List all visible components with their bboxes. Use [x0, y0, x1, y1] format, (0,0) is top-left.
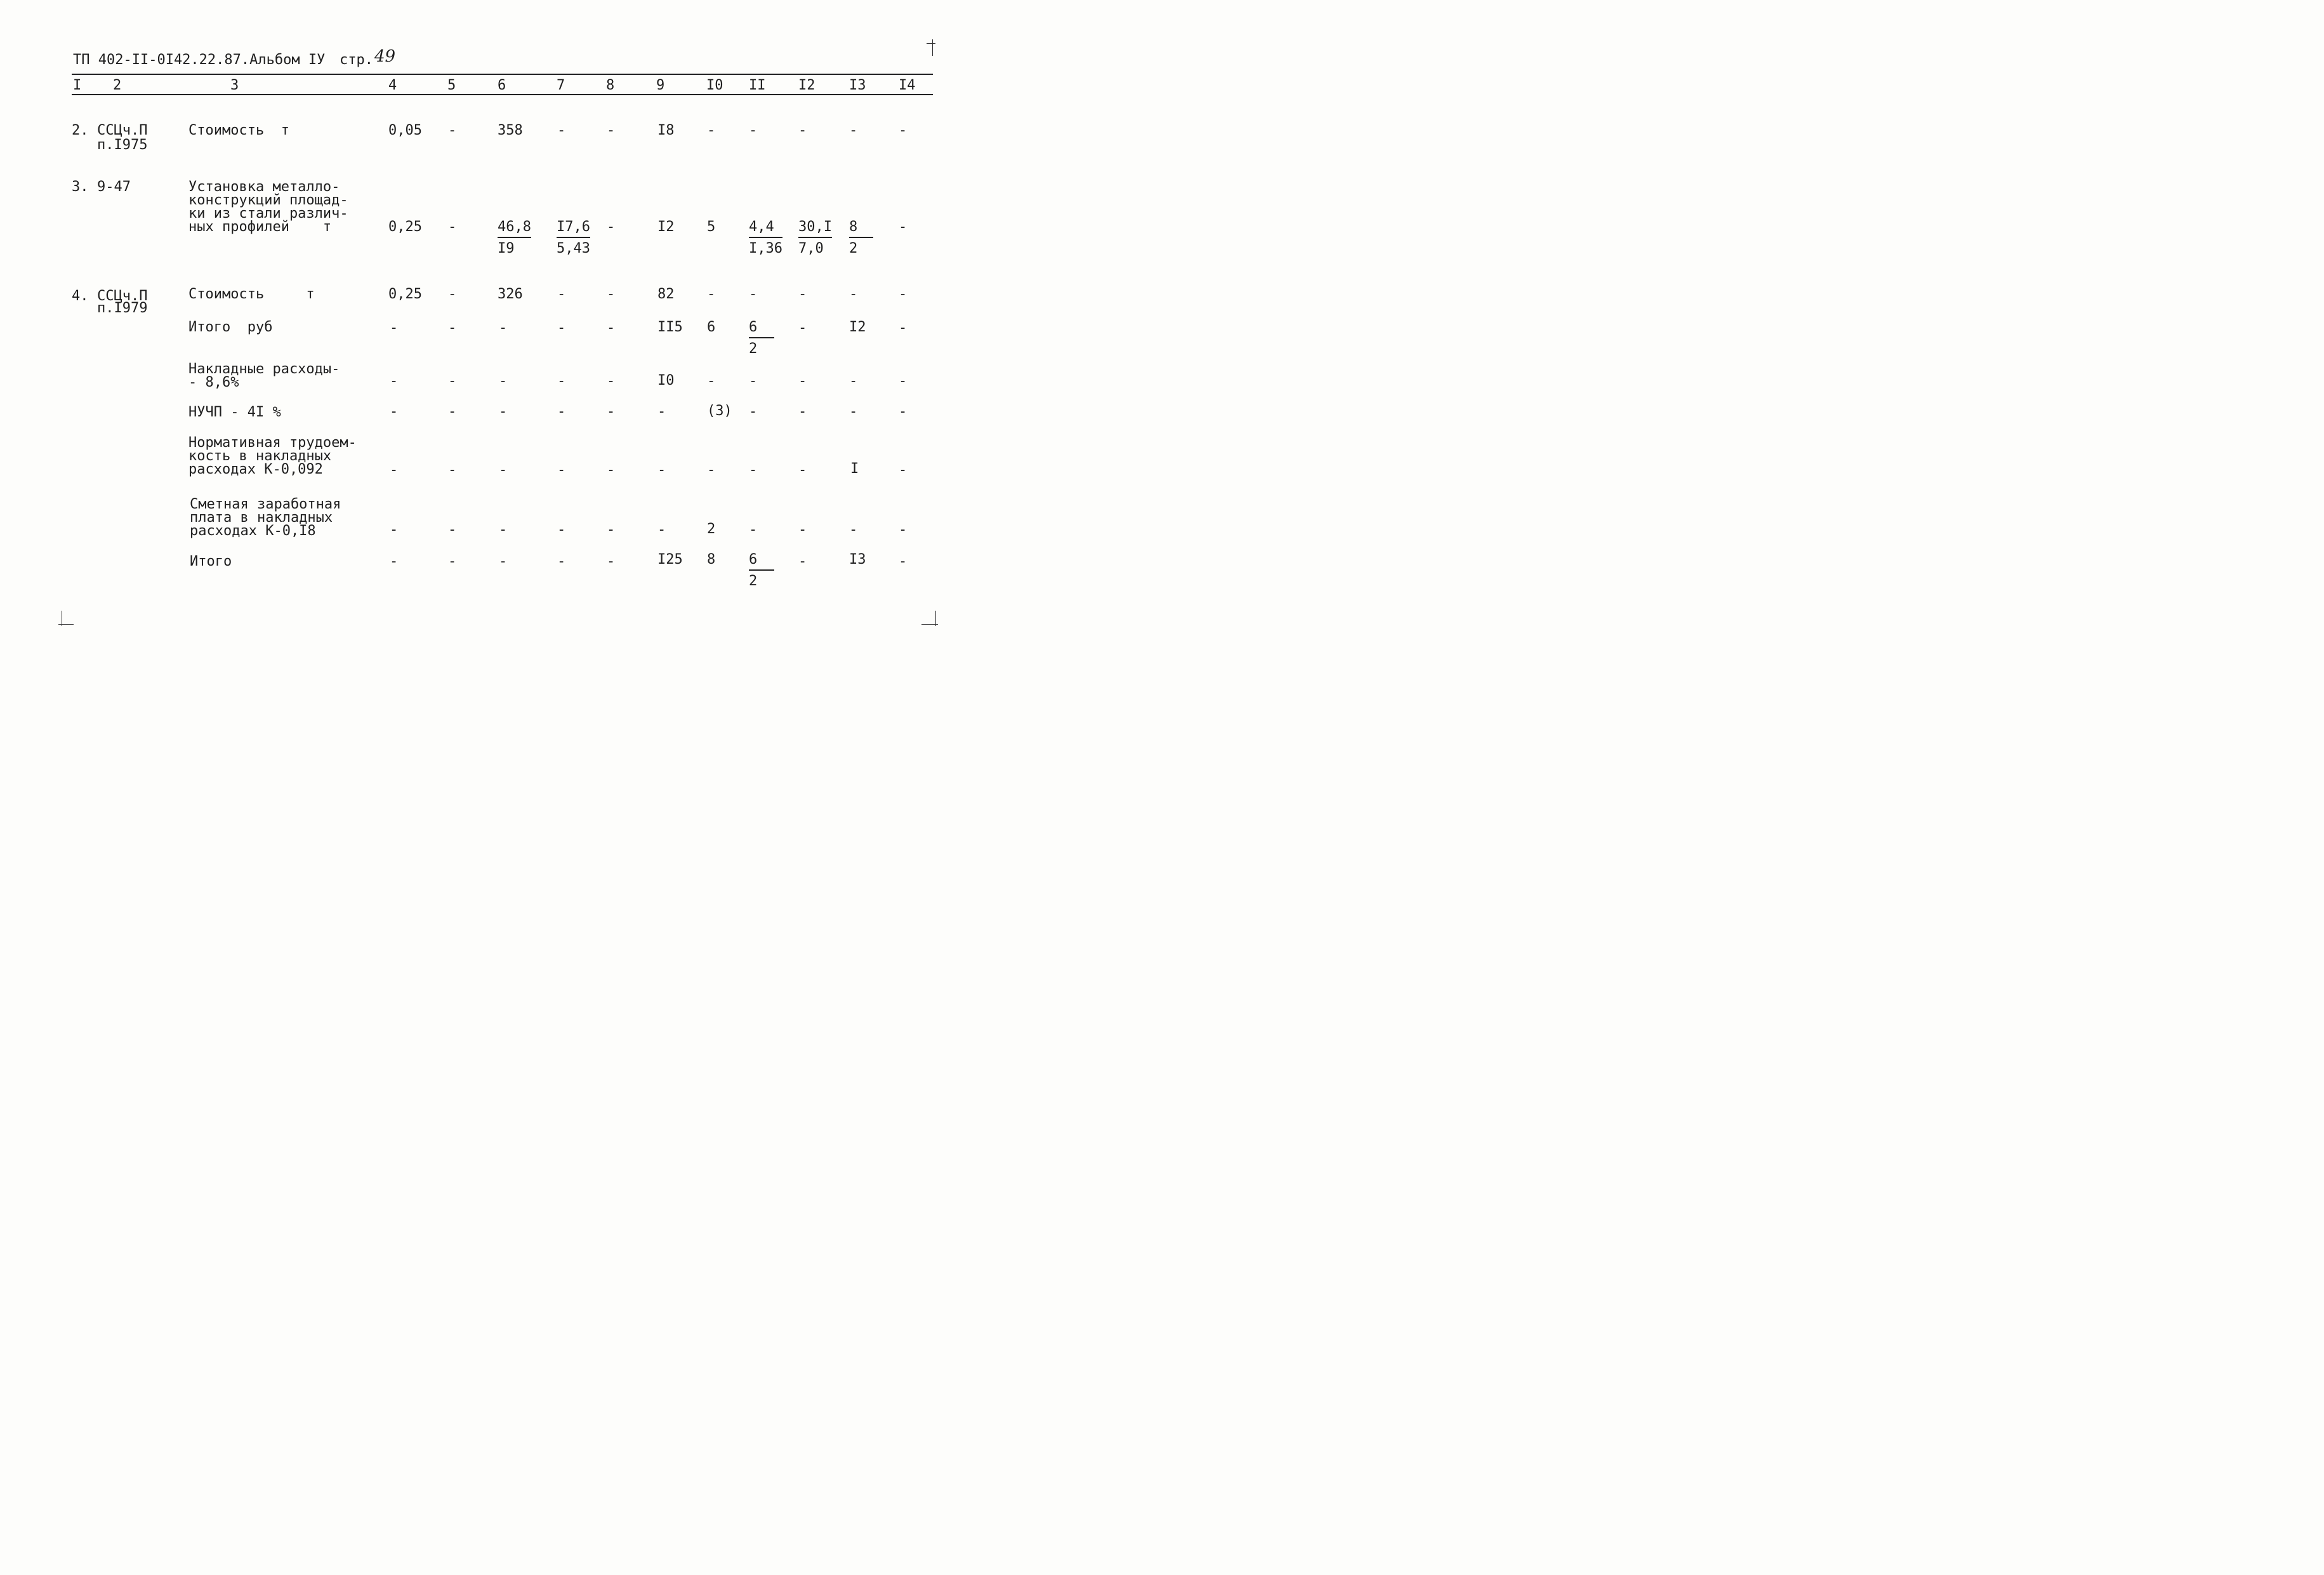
row-code-line2: п.I975 — [97, 137, 148, 153]
cell-col12: - — [798, 373, 807, 389]
cell-col14: - — [899, 286, 908, 302]
fraction-numerator: 30,I — [798, 220, 832, 238]
cell-col6: - — [499, 320, 508, 336]
cell-col6-fraction — [498, 220, 531, 256]
cell-col13: - — [849, 123, 858, 138]
col-header-13: I3 — [849, 77, 866, 93]
col-header-11: II — [749, 77, 766, 93]
fraction-numerator: 4,4 — [749, 220, 782, 238]
cell-col4: - — [390, 404, 399, 420]
cell-col4: - — [390, 522, 399, 538]
cell-col14: - — [899, 554, 908, 569]
cell-col4: - — [390, 373, 399, 389]
cell-col9: - — [657, 462, 666, 478]
cell-col7: - — [557, 522, 566, 538]
cell-col14: - — [899, 123, 908, 138]
cell-col8: - — [607, 554, 616, 569]
col-header-14: I4 — [899, 77, 916, 93]
fraction-denominator: 5,43 — [557, 241, 590, 256]
row-number: 2. — [72, 123, 89, 138]
fraction-denominator: 7,0 — [798, 241, 824, 256]
cell-col8: - — [607, 462, 616, 478]
col-header-9: 9 — [656, 77, 665, 93]
cell-col7: - — [557, 123, 566, 138]
cell-col7: - — [557, 373, 566, 389]
fraction-numerator: 8 — [849, 220, 873, 238]
cell-col12: - — [798, 320, 807, 336]
page-label: стр. — [340, 52, 373, 68]
cell-col5: - — [448, 320, 457, 336]
cell-col6: - — [499, 554, 508, 569]
col-header-12: I2 — [798, 77, 815, 93]
cell-col14: - — [899, 462, 908, 478]
cell-col9: I8 — [657, 123, 675, 138]
cell-col6: 358 — [498, 123, 523, 138]
cell-col12-fraction — [798, 220, 832, 256]
cell-col7: - — [557, 404, 566, 420]
cell-col11: - — [749, 373, 758, 389]
row-description: Накладные расходы- - 8,6% — [188, 361, 340, 390]
cell-col13: I3 — [849, 552, 866, 568]
cell-col5: - — [448, 522, 457, 538]
cell-col5: - — [448, 123, 457, 138]
cell-col5: - — [448, 404, 457, 420]
cell-col14: - — [899, 373, 908, 389]
col-header-5: 5 — [447, 77, 456, 93]
cell-col13: - — [849, 286, 858, 302]
row-code: 9-47 — [97, 179, 131, 195]
cell-col10: - — [707, 286, 716, 302]
fraction-numerator: 6 — [749, 553, 774, 571]
cell-col8: - — [607, 219, 616, 235]
col-header-6: 6 — [498, 77, 506, 93]
cell-col12: - — [798, 286, 807, 302]
cell-col5: - — [448, 373, 457, 389]
cell-col10: 8 — [707, 552, 716, 568]
cell-col9: I0 — [657, 373, 675, 389]
cell-col11: - — [749, 462, 758, 478]
cell-col5: - — [448, 462, 457, 478]
cell-col9: - — [657, 522, 666, 538]
cell-col11: - — [749, 404, 758, 420]
cell-col7: - — [557, 462, 566, 478]
cell-col11-fraction — [749, 220, 782, 256]
cell-col4: 0,25 — [388, 219, 422, 235]
header-top-rule — [72, 74, 933, 75]
cell-col4: 0,05 — [388, 123, 422, 138]
row-description: НУЧП - 4I % — [188, 404, 281, 420]
cell-col8: - — [607, 286, 616, 302]
cell-col11-fraction — [749, 553, 774, 588]
cell-col12: - — [798, 462, 807, 478]
cell-col12: - — [798, 522, 807, 538]
cell-col10: 6 — [707, 319, 716, 335]
crop-mark-bottom-left-horizontal — [58, 624, 74, 625]
fraction-denominator: 2 — [749, 573, 758, 589]
cell-col10: 2 — [707, 521, 716, 537]
col-header-7: 7 — [557, 77, 565, 93]
document-code: ТП 402-II-0I42.22.87.Альбом IУ — [73, 52, 326, 68]
fraction-numerator: 6 — [749, 321, 774, 338]
cell-col13: I — [850, 461, 859, 477]
col-header-2: 2 — [113, 77, 122, 93]
fraction-denominator: 2 — [849, 241, 858, 256]
cell-col6: - — [499, 404, 508, 420]
cell-col13: - — [849, 522, 858, 538]
row-code: ССЦч.П — [97, 123, 148, 138]
row-description: Итого — [190, 554, 232, 569]
cell-col13: - — [849, 404, 858, 420]
cell-col9: 82 — [657, 286, 675, 302]
cell-col10: - — [707, 123, 716, 138]
fraction-denominator: I,36 — [749, 241, 782, 256]
fraction-numerator: I7,6 — [557, 220, 590, 238]
cell-col11: - — [749, 286, 758, 302]
row-code: ССЦч.П — [97, 288, 148, 304]
fraction-denominator: I9 — [498, 241, 515, 256]
cell-col8: - — [607, 404, 616, 420]
crop-mark-bottom-right-horizontal — [921, 624, 938, 625]
cell-col9: II5 — [657, 319, 683, 335]
cell-col4: - — [390, 462, 399, 478]
crop-mark-top-right-vertical — [932, 39, 933, 56]
cell-col13: I2 — [849, 319, 866, 335]
col-header-4: 4 — [388, 77, 397, 93]
cell-col10: 5 — [707, 219, 716, 235]
cell-col8: - — [607, 320, 616, 336]
crop-mark-top-right-horizontal — [927, 43, 935, 44]
cell-col13-fraction — [849, 220, 873, 256]
row-description: Сметная заработная плата в накладных расходах К-0,I8 — [190, 496, 341, 539]
cell-col6: - — [499, 373, 508, 389]
cell-col8: - — [607, 522, 616, 538]
cell-col10: - — [707, 462, 716, 478]
cell-col11-fraction — [749, 321, 774, 356]
cell-col9: - — [657, 404, 666, 420]
cell-col14: - — [899, 522, 908, 538]
row-description: Нормативная трудоем- кость в накладных расходах К-0,092 — [188, 435, 357, 477]
cell-col5: - — [448, 554, 457, 569]
col-header-1: I — [73, 77, 82, 93]
cell-col7: - — [557, 286, 566, 302]
col-header-8: 8 — [606, 77, 615, 93]
cell-col10: (3) — [707, 403, 732, 419]
row-description: Стоимость т — [188, 286, 315, 302]
col-header-3: 3 — [230, 77, 239, 93]
page-number: 49 — [374, 47, 396, 66]
row-description: Установка металло- конструкций площад- ки из стали различ- ных профилей т — [188, 179, 348, 235]
cell-col6: 326 — [498, 286, 523, 302]
cell-col4: - — [390, 320, 399, 336]
cell-col5: - — [448, 286, 457, 302]
cell-col7-fraction — [557, 220, 590, 256]
row-number: 4. — [72, 288, 89, 304]
cell-col6: - — [499, 462, 508, 478]
cell-col14: - — [899, 219, 908, 235]
cell-col5: - — [448, 219, 457, 235]
fraction-denominator: 2 — [749, 341, 758, 357]
cell-col12: - — [798, 554, 807, 569]
cell-col11: - — [749, 123, 758, 138]
cell-col9: I25 — [657, 552, 683, 568]
cell-col14: - — [899, 404, 908, 420]
col-header-10: I0 — [706, 77, 723, 93]
cell-col9: I2 — [657, 219, 675, 235]
cell-col13: - — [849, 373, 858, 389]
cell-col7: - — [557, 554, 566, 569]
cell-col8: - — [607, 123, 616, 138]
cell-col4: - — [390, 554, 399, 569]
fraction-numerator: 46,8 — [498, 220, 531, 238]
cell-col10: - — [707, 373, 716, 389]
cell-col11: - — [749, 522, 758, 538]
row-code-line2: п.I979 — [97, 300, 148, 316]
cell-col14: - — [899, 320, 908, 336]
row-description: Итого руб — [188, 319, 273, 335]
cell-col6: - — [499, 522, 508, 538]
cell-col12: - — [798, 404, 807, 420]
row-description: Стоимость т — [188, 123, 289, 138]
row-number: 3. — [72, 179, 89, 195]
header-bottom-rule — [72, 94, 933, 95]
cell-col8: - — [607, 373, 616, 389]
cell-col7: - — [557, 320, 566, 336]
cell-col12: - — [798, 123, 807, 138]
cell-col4: 0,25 — [388, 286, 422, 302]
